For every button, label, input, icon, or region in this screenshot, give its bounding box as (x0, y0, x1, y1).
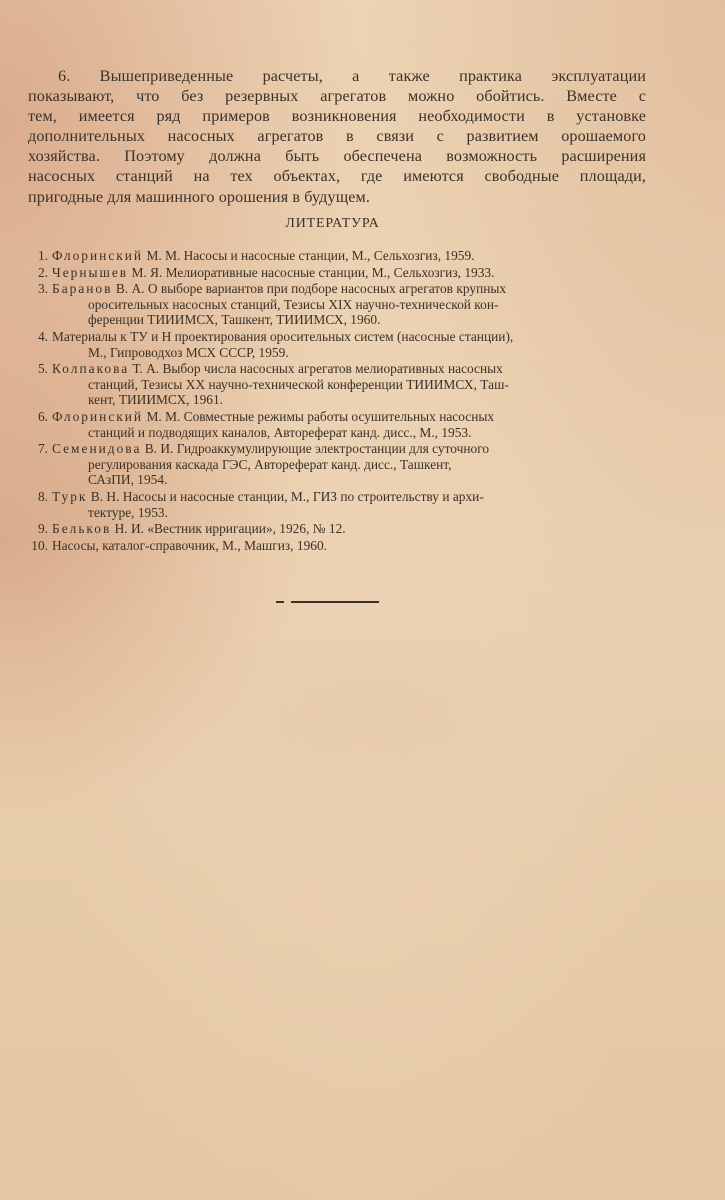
reference-number: 1. (37, 248, 48, 263)
reference-line-text: М. М. Совместные режимы работы осушительных насосных (146, 408, 495, 424)
reference-line (52, 489, 650, 505)
reference-text (52, 248, 650, 264)
end-rule (291, 601, 379, 603)
reference-line-text: станций и подводящих каналов, Автореферат канд. дисс., М., 1953. (88, 424, 472, 440)
paragraph-line: тем, имеется ряд примеров возникновения необходимости в установке (28, 107, 646, 126)
reference-line (52, 345, 650, 361)
reference-author: Баранов (52, 281, 113, 297)
reference-line-text: станций, Тезисы XX научно-технической конференции ТИИИМСХ, Таш- (88, 376, 509, 392)
reference-item (26, 538, 650, 554)
reference-line-text: тектуре, 1953. (88, 504, 168, 520)
reference-text (52, 409, 650, 440)
paragraph-line: показывают, что без резервных агрегатов можно обойтись. Вместе с (28, 87, 646, 106)
paragraph-line: насосных станций на тех объектах, где имеются свободные площади, (28, 167, 646, 186)
reference-line-text: Т. А. Выбор числа насосных агрегатов мелиоративных насосных (132, 361, 503, 377)
reference-author: Флоринский (52, 408, 144, 424)
reference-author: Колпакова (52, 361, 130, 377)
reference-line (52, 505, 650, 521)
reference-line-text: Н. И. «Вестник ирригации», 1926, № 12. (114, 521, 346, 537)
reference-line-text: регулирования каскада ГЭС, Автореферат канд. дисс., Ташкент, (88, 456, 452, 472)
closing-paragraph (28, 66, 646, 207)
reference-number: 6. (37, 408, 48, 424)
paragraph-line: пригодные для машинного орошения в будущем. (28, 187, 371, 206)
reference-text (52, 538, 650, 554)
reference-line (52, 538, 650, 554)
reference-line (52, 297, 650, 313)
reference-line-text: М. Я. Мелиоративные насосные станции, М., Сельхозгиз, 1933. (131, 264, 495, 280)
paragraph-line: хозяйства. Поэтому должна быть обеспечена возможность расширения (28, 147, 646, 166)
reference-line (52, 472, 650, 488)
reference-number: 7. (37, 441, 48, 457)
reference-item (26, 265, 650, 281)
reference-number: 3. (37, 281, 48, 297)
reference-number: 4. (37, 328, 48, 344)
reference-line (52, 441, 650, 457)
reference-item (26, 409, 650, 440)
reference-list (26, 248, 650, 554)
reference-item (26, 521, 650, 537)
reference-text (52, 489, 650, 520)
reference-line-text: М. М. Насосы и насосные станции, М., Сельхозгиз, 1959. (146, 248, 475, 263)
reference-line-text: В. Н. Насосы и насосные станции, М., ГИЗ по строительству и архи- (90, 488, 484, 504)
reference-text (52, 361, 650, 408)
reference-item (26, 361, 650, 408)
reference-text (52, 521, 650, 537)
reference-text (52, 281, 650, 328)
reference-line-text: кент, ТИИИМСХ, 1961. (88, 392, 223, 408)
reference-line (52, 312, 650, 328)
reference-number: 2. (37, 264, 48, 280)
reference-line (52, 265, 650, 281)
reference-number: 9. (37, 521, 48, 537)
reference-item (26, 489, 650, 520)
paper-bleed-through (200, 640, 530, 820)
reference-line (52, 392, 650, 408)
reference-author: Флоринский (52, 248, 144, 263)
literature-heading: ЛИТЕРАТУРА (285, 216, 380, 231)
reference-number: 5. (37, 361, 48, 377)
reference-line-text: В. А. О выборе вариантов при подборе насосных агрегатов крупных (115, 281, 507, 297)
reference-number: 8. (37, 488, 48, 504)
reference-line (52, 409, 650, 425)
paragraph-line: дополнительных насосных агрегатов в связи с развитием орошаемого (28, 127, 646, 146)
reference-author: Турк (52, 488, 88, 504)
reference-number: 10. (31, 537, 48, 553)
reference-line-text: М., Гипроводхоз МСХ СССР, 1959. (88, 344, 289, 360)
reference-line-text: САзПИ, 1954. (88, 472, 168, 488)
reference-item (26, 329, 650, 360)
reference-line-text: оросительных насосных станций, Тезисы XIX научно-технической кон- (88, 296, 499, 312)
reference-text (52, 265, 650, 281)
reference-line (52, 361, 650, 377)
reference-line (52, 521, 650, 537)
reference-line-text: Насосы, каталог-справочник, М., Машгиз, 1960. (52, 537, 328, 553)
reference-line-text: ференции ТИИИМСХ, Ташкент, ТИИИМСХ, 1960. (88, 312, 381, 328)
reference-line (52, 281, 650, 297)
reference-line-text: В. И. Гидроаккумулирующие электростанции для суточного (144, 441, 490, 457)
reference-text (52, 441, 650, 488)
reference-line (52, 377, 650, 393)
end-dash (276, 601, 284, 603)
reference-line-text: Материалы к ТУ и Н проектирования оросительных систем (насосные станции), (52, 328, 514, 344)
reference-item (26, 441, 650, 488)
reference-line (52, 457, 650, 473)
reference-item (26, 281, 650, 328)
reference-line (52, 248, 650, 264)
reference-line (52, 425, 650, 441)
reference-author: Бельков (52, 521, 112, 537)
reference-author: Семенидова (52, 441, 142, 457)
reference-item (26, 248, 650, 264)
reference-line (52, 329, 650, 345)
paragraph-line: 6. Вышеприведенные расчеты, а также практика эксплуатации (58, 67, 646, 85)
reference-text (52, 329, 650, 360)
reference-author: Чернышев (52, 264, 129, 280)
